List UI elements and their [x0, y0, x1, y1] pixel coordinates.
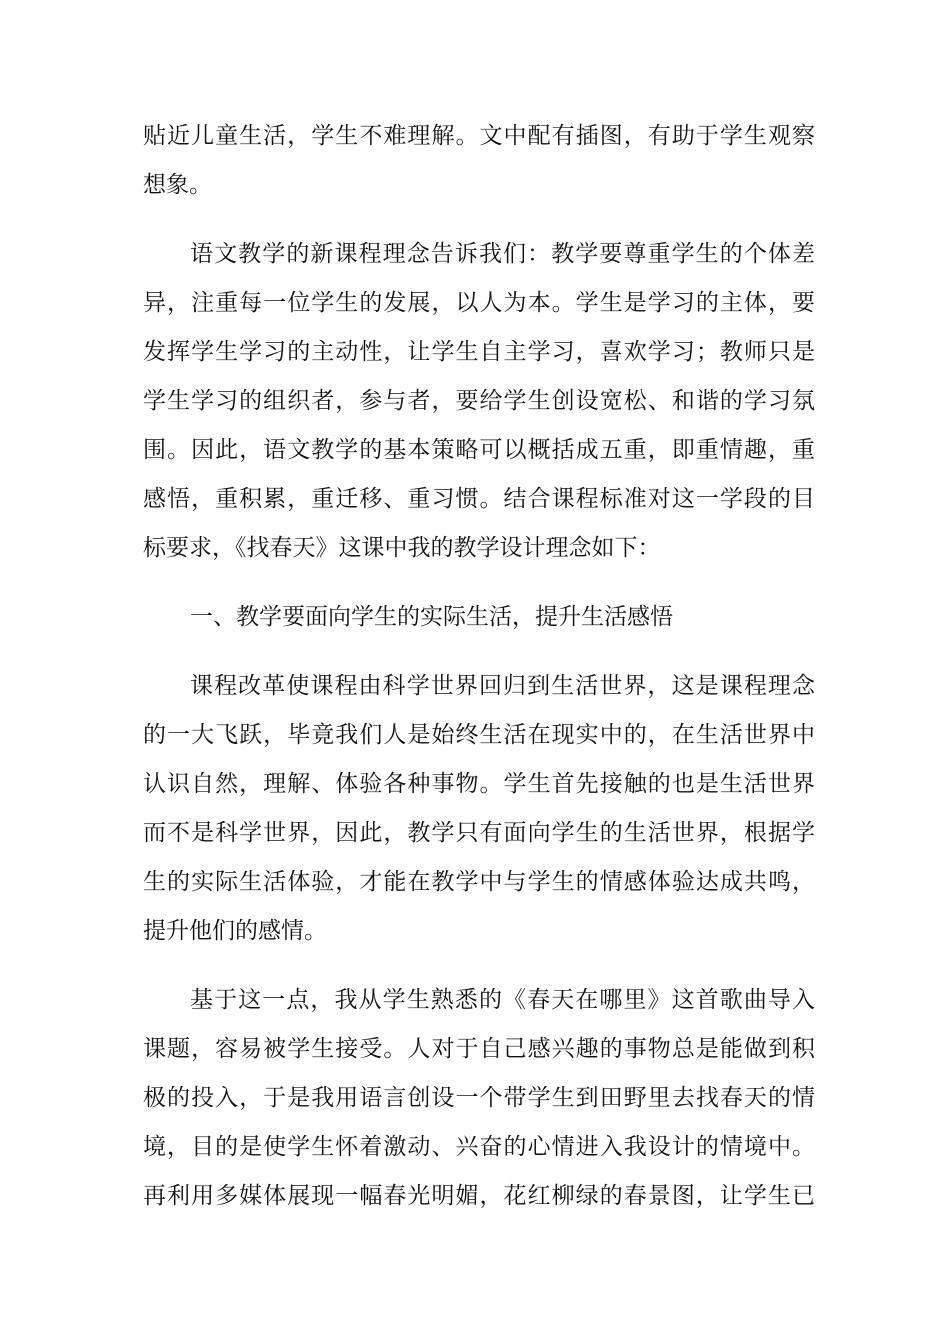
paragraph-first-line: 课程改革使课程由科学世界回归到生活世界，这是课程理念: [190, 673, 815, 699]
text-line: 生的实际生活体验，才能在教学中与学生的情感体验达成共鸣，: [143, 869, 815, 895]
text-line: 极的投入，于是我用语言创设一个带学生到田野里去找春天的情: [143, 1085, 815, 1111]
text-line: 学生学习的组织者，参与者，要给学生创设宽松、和谐的学习氛: [143, 388, 815, 414]
text-line: 境，目的是使学生怀着激动、兴奋的心情进入我设计的情境中。: [143, 1134, 815, 1160]
text-line: 异，注重每一位学生的发展，以人为本。学生是学习的主体，要: [143, 290, 815, 316]
text-line: 标要求，《找春天》这课中我的教学设计理念如下：: [143, 535, 661, 561]
paragraph-first-line: 语文教学的新课程理念告诉我们：教学要尊重学生的个体差: [190, 241, 815, 267]
section-heading: 一、教学要面向学生的实际生活，提升生活感悟: [190, 604, 673, 630]
text-line: 想象。: [143, 172, 212, 198]
text-line: 认识自然，理解、体验各种事物。学生首先接触的也是生活世界: [143, 771, 815, 797]
text-line: 而不是科学世界，因此，教学只有面向学生的生活世界，根据学: [143, 820, 815, 846]
text-line: 发挥学生学习的主动性，让学生自主学习，喜欢学习；教师只是: [143, 339, 815, 365]
text-line: 围。因此，语文教学的基本策略可以概括成五重，即重情趣，重: [143, 437, 815, 463]
paragraph-first-line: 基于这一点，我从学生熟悉的《春天在哪里》这首歌曲导入: [190, 987, 815, 1013]
text-line: 再利用多媒体展现一幅春光明媚，花红柳绿的春景图，让学生已: [143, 1183, 815, 1209]
text-line: 感悟，重积累，重迁移、重习惯。结合课程标准对这一学段的目: [143, 486, 815, 512]
text-line: 课题，容易被学生接受。人对于自己感兴趣的事物总是能做到积: [143, 1036, 815, 1062]
text-line: 的一大飞跃，毕竟我们人是始终生活在现实中的，在生活世界中: [143, 722, 815, 748]
text-line: 提升他们的感情。: [143, 918, 327, 944]
text-line: 贴近儿童生活，学生不难理解。文中配有插图，有助于学生观察: [143, 123, 815, 149]
